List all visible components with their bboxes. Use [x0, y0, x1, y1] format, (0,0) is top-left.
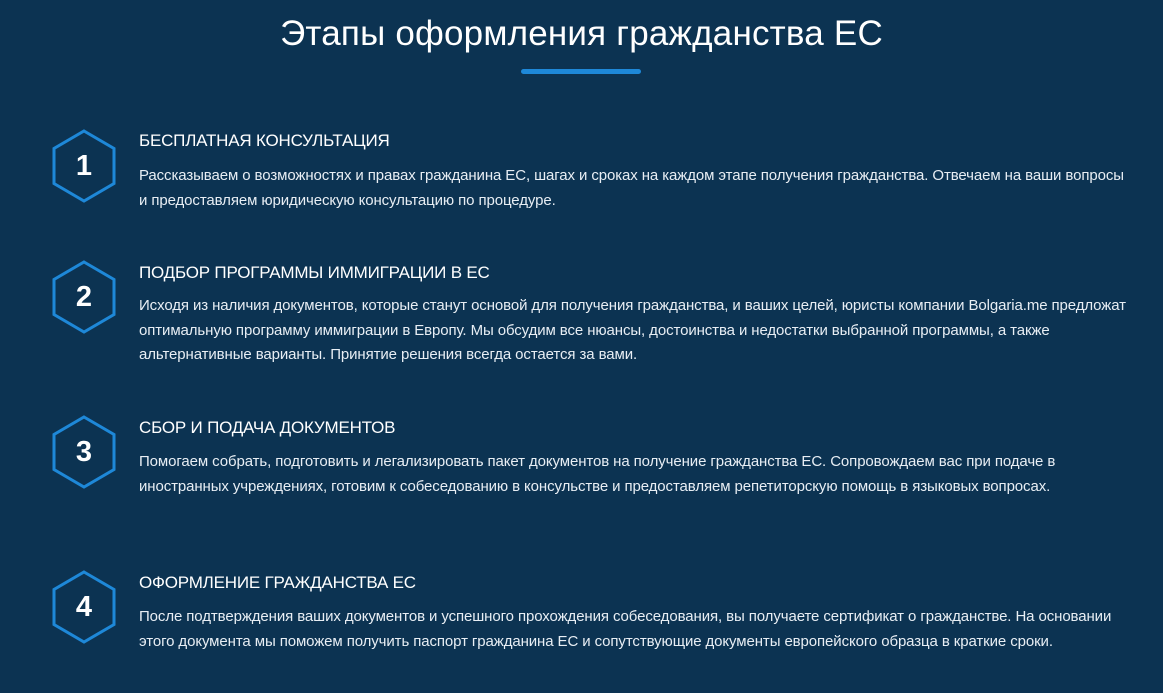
step-heading: БЕСПЛАТНАЯ КОНСУЛЬТАЦИЯ: [139, 131, 390, 150]
step-number: 1: [75, 150, 93, 182]
step-number: 4: [75, 591, 93, 623]
hexagon-number-badge: [52, 570, 116, 644]
hexagon-number-badge: [52, 415, 116, 489]
hexagon-number-badge: [52, 129, 116, 203]
step-description: Рассказываем о возможностях и правах гражданина ЕС, шагах и сроках на каждом этапе получения гражданства. Отвечаем на ваши вопросы и предоставляем юридическую консультацию по процедуре.: [139, 167, 1124, 209]
hexagon-number-badge: [52, 260, 116, 334]
title-underline: [521, 69, 641, 74]
step-description: Помогаем собрать, подготовить и легализировать пакет документов на получение гражданства ЕС. Сопровождаем вас при подаче в иностранных учреждениях, готовим к собеседованию в консульстве и предоставляем репетиторскую помощь в языковых вопросах.: [139, 453, 1056, 495]
step-heading: ОФОРМЛЕНИЕ ГРАЖДАНСТВА ЕС: [139, 573, 416, 592]
step-number: 3: [75, 436, 93, 468]
section-title: Этапы оформления гражданства ЕС: [280, 14, 883, 53]
step-description: После подтверждения ваших документов и успешного прохождения собеседования, вы получаете сертификат о гражданстве. На основании этого документа мы поможем получить паспорт гражданина ЕС и сопутствующие документы европейского образца в краткие сроки.: [139, 608, 1112, 650]
step-heading: СБОР И ПОДАЧА ДОКУМЕНТОВ: [139, 418, 396, 437]
step-heading: ПОДБОР ПРОГРАММЫ ИММИГРАЦИИ В ЕС: [139, 263, 490, 282]
step-description: Исходя из наличия документов, которые станут основой для получения гражданства, и ваших целей, юристы компании Bolgaria.me предложат оптимальную программу иммиграции в Европу. Мы обсудим все нюансы, достоинства и недостатки выбранной программы, а также альтернативные варианты. Принятие решения всегда остается за вами.: [139, 297, 1126, 363]
step-number: 2: [75, 281, 93, 313]
